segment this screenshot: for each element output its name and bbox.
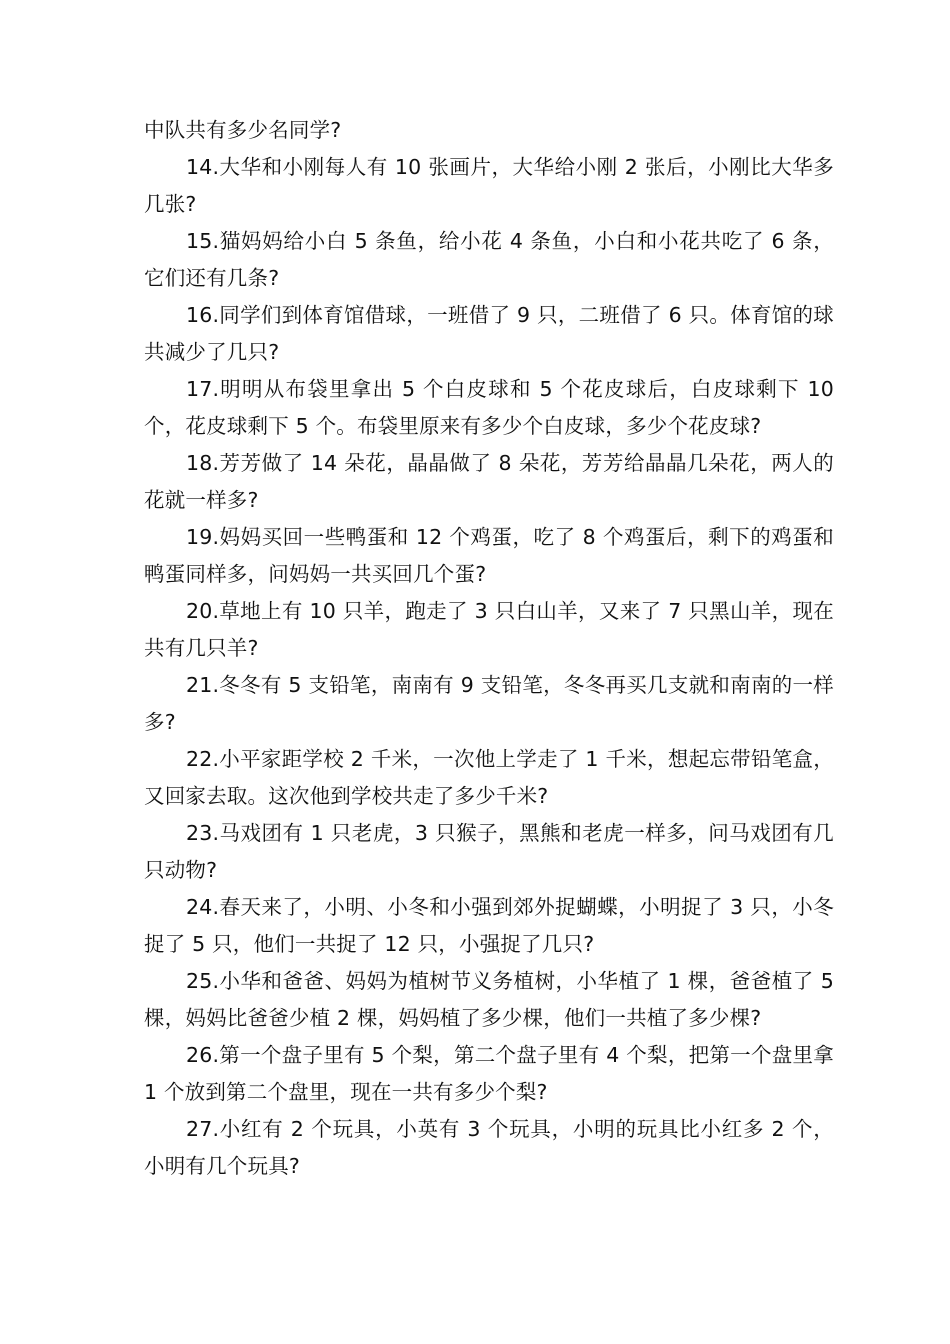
problem-20: 20.草地上有 10 只羊，跑走了 3 只白山羊，又来了 7 只黑山羊，现在共有几只羊? xyxy=(144,599,834,660)
problem-21: 21.冬冬有 5 支铅笔，南南有 9 支铅笔，冬冬再买几支就和南南的一样多? xyxy=(144,673,834,734)
document-body xyxy=(144,112,834,1185)
problem-13-continuation: 中队共有多少名同学? xyxy=(144,118,342,142)
problem-24: 24.春天来了，小明、小冬和小强到郊外捉蝴蝶，小明捉了 3 只，小冬捉了 5 只，他们一共捉了 12 只，小强捉了几只? xyxy=(144,895,834,956)
problem-18: 18.芳芳做了 14 朵花，晶晶做了 8 朵花，芳芳给晶晶几朵花，两人的花就一样多? xyxy=(144,451,834,512)
problem-27: 27.小红有 2 个玩具，小英有 3 个玩具，小明的玩具比小红多 2 个，小明有几个玩具? xyxy=(144,1117,834,1178)
problem-23: 23.马戏团有 1 只老虎，3 只猴子，黑熊和老虎一样多，问马戏团有几只动物? xyxy=(144,821,834,882)
problem-16: 16.同学们到体育馆借球，一班借了 9 只，二班借了 6 只。体育馆的球共减少了几只? xyxy=(144,303,834,364)
problem-17: 17.明明从布袋里拿出 5 个白皮球和 5 个花皮球后，白皮球剩下 10 个，花皮球剩下 5 个。布袋里原来有多少个白皮球，多少个花皮球? xyxy=(144,377,834,438)
problem-15: 15.猫妈妈给小白 5 条鱼，给小花 4 条鱼，小白和小花共吃了 6 条，它们还有几条? xyxy=(144,229,834,290)
problem-26: 26.第一个盘子里有 5 个梨，第二个盘子里有 4 个梨，把第一个盘里拿 1 个放到第二个盘里，现在一共有多少个梨? xyxy=(144,1043,834,1104)
problem-14: 14.大华和小刚每人有 10 张画片，大华给小刚 2 张后，小刚比大华多几张? xyxy=(144,155,834,216)
problem-19: 19.妈妈买回一些鸭蛋和 12 个鸡蛋，吃了 8 个鸡蛋后，剩下的鸡蛋和鸭蛋同样多，问妈妈一共买回几个蛋? xyxy=(144,525,834,586)
problem-22: 22.小平家距学校 2 千米，一次他上学走了 1 千米，想起忘带铅笔盒，又回家去取。这次他到学校共走了多少千米? xyxy=(144,747,834,808)
problem-25: 25.小华和爸爸、妈妈为植树节义务植树，小华植了 1 棵，爸爸植了 5 棵，妈妈比爸爸少植 2 棵，妈妈植了多少棵，他们一共植了多少棵? xyxy=(144,969,834,1030)
